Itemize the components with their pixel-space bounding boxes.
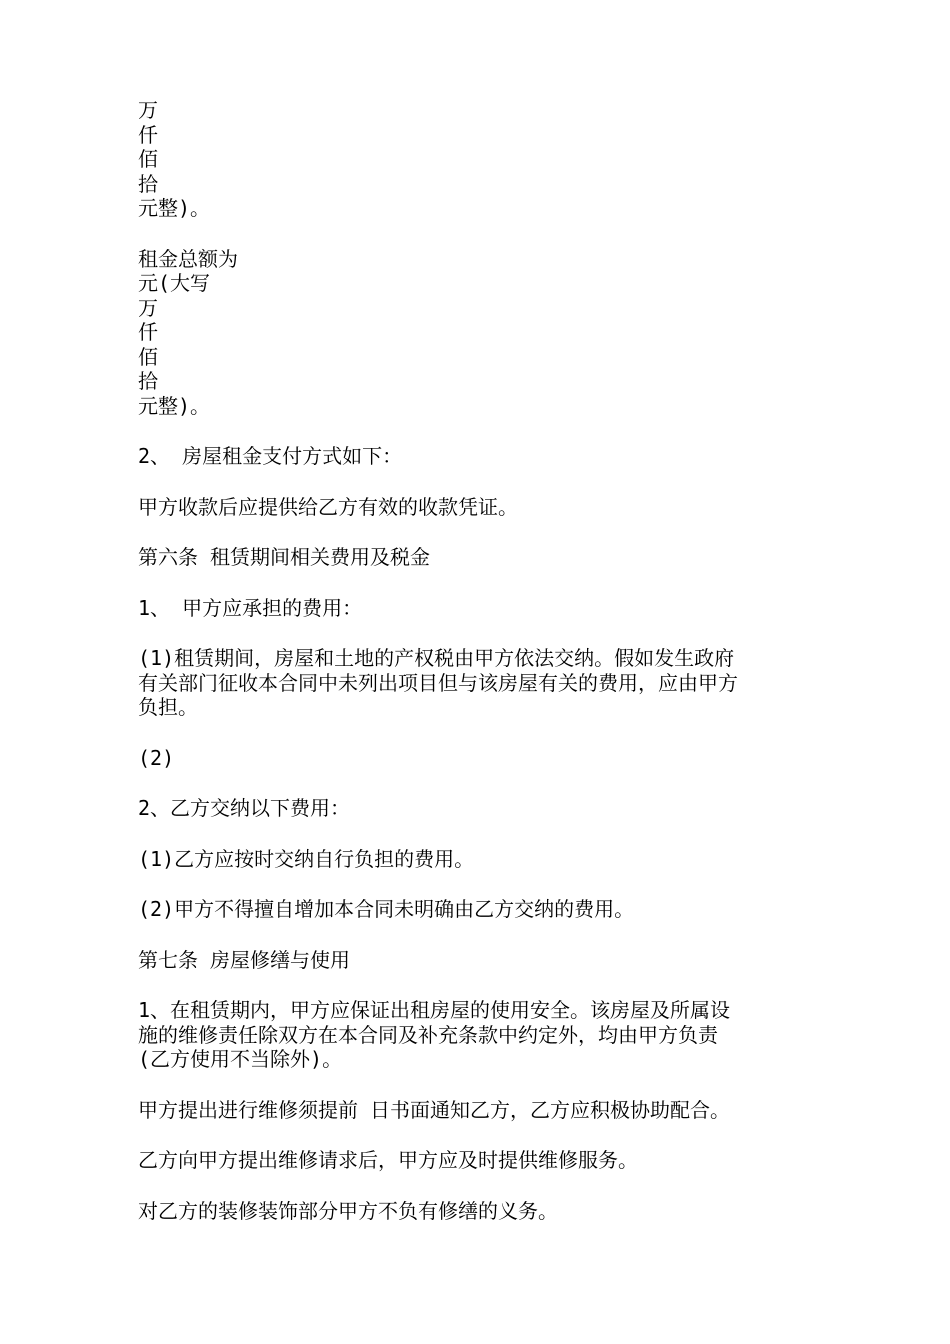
decoration-paragraph: 对乙方的装修装饰部分甲方不负有修缮的义务。 (138, 1198, 558, 1223)
tax-paragraph (138, 646, 818, 720)
text-line: 仟 (138, 320, 158, 344)
party-b-fees-paragraph: 2、乙方交纳以下费用： (138, 796, 351, 820)
text-line: 佰 (138, 147, 158, 171)
text-line: 元(大写 (138, 271, 211, 295)
text-line: 元整)。 (138, 196, 211, 220)
party-b-item-1: (1)乙方应按时交纳自行负担的费用。 (138, 846, 475, 871)
repair-notice-paragraph: 甲方提出进行维修须提前 日书面通知乙方，乙方应积极协助配合。 (138, 1097, 731, 1122)
repair-paragraph (138, 998, 818, 1072)
article-7-heading: 第七条 房屋修缮与使用 (138, 947, 351, 972)
text-line: 元整)。 (138, 393, 211, 418)
text-line: (1)租赁期间，房屋和土地的产权税由甲方依法交纳。假如发生政府 (138, 646, 735, 670)
text-line: 万 (138, 98, 158, 122)
text-line: 有关部门征收本合同中未列出项目但与该房屋有关的费用，应由甲方 (138, 670, 738, 695)
text-line: 万 (138, 295, 158, 320)
item-2-paragraph: (2) (138, 745, 175, 770)
total-rent-block (138, 247, 818, 419)
text-line: 佰 (138, 344, 158, 369)
text-line: 1、在租赁期内，甲方应保证出租房屋的使用安全。该房屋及所属设 (138, 998, 731, 1022)
article-6-heading: 第六条 租赁期间相关费用及税金 (138, 545, 431, 569)
text-line: 租金总额为 (138, 246, 238, 271)
document-page (138, 98, 818, 1223)
text-line: 仟 (138, 122, 158, 147)
repair-request-paragraph: 乙方向甲方提出维修请求后，甲方应及时提供维修服务。 (138, 1148, 638, 1172)
amount-block-1 (138, 98, 818, 221)
receipt-paragraph: 甲方收款后应提供给乙方有效的收款凭证。 (138, 494, 518, 519)
text-line: 拾 (138, 369, 158, 393)
text-line: 施的维修责任除双方在本合同及补充条款中约定外，均由甲方负责 (138, 1022, 718, 1047)
text-line: (乙方使用不当除外)。 (138, 1047, 343, 1071)
text-line: 拾 (138, 171, 158, 196)
party-a-fees-paragraph: 1、 甲方应承担的费用： (138, 595, 363, 620)
party-b-item-2: (2)甲方不得擅自增加本合同未明确由乙方交纳的费用。 (138, 897, 635, 921)
text-line: 负担。 (138, 695, 198, 719)
payment-method-paragraph: 2、 房屋租金支付方式如下： (138, 444, 403, 468)
